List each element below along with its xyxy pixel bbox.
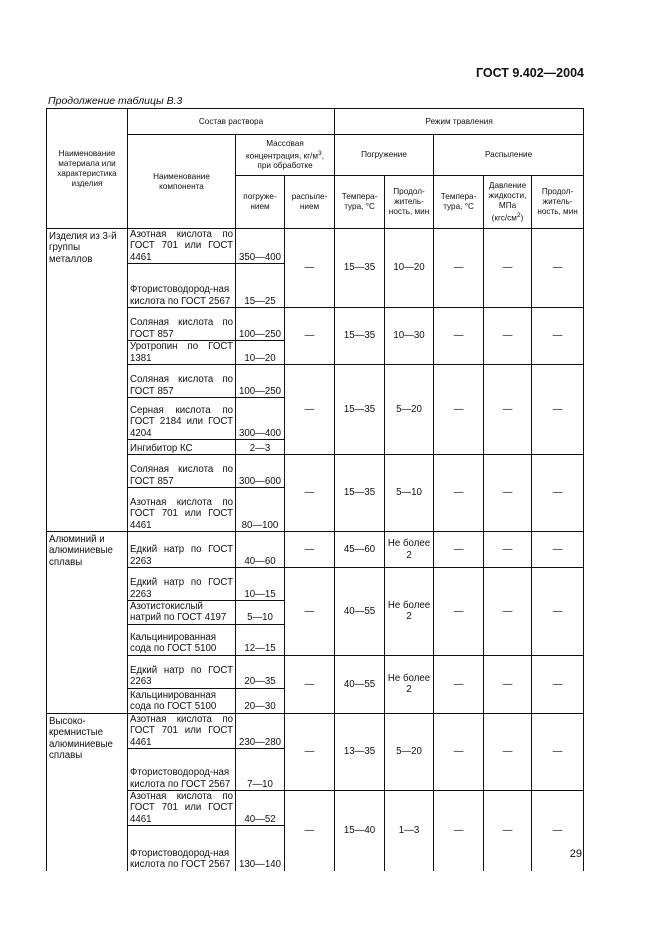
imm-dur-value: 10—20 <box>385 229 434 308</box>
component-name: Соляная кислота по ГОСТ 857 <box>128 308 236 341</box>
imm-temp-value: 40—55 <box>335 568 385 656</box>
spray-press-value: — <box>484 532 532 568</box>
spray-conc-value: — <box>285 532 335 568</box>
spray-conc-value: — <box>285 229 335 308</box>
component-name: Фтористоводород-ная кислота по ГОСТ 2567 <box>128 264 236 308</box>
table-row <box>47 308 584 341</box>
component-name: Едкий натр по ГОСТ 2263 <box>128 532 236 568</box>
imm-dur-value: 10—30 <box>385 308 434 365</box>
table-row <box>47 532 584 568</box>
conc-immersion-value: 230—280 <box>236 713 285 748</box>
spray-conc-value: — <box>285 713 335 790</box>
component-name: Серная кислота по ГОСТ 2184 или ГОСТ 4204 <box>128 398 236 440</box>
spray-conc-value: — <box>285 365 335 455</box>
table-row <box>47 365 584 398</box>
spray-press-value: — <box>484 308 532 365</box>
table-row <box>47 229 584 264</box>
spray-press-value: — <box>484 568 532 656</box>
component-name: Соляная кислота по ГОСТ 857 <box>128 455 236 488</box>
imm-dur-value: 5—10 <box>385 455 434 532</box>
imm-temp-value: 15—40 <box>335 791 385 871</box>
table-row <box>47 455 584 488</box>
spray-temp-value: — <box>434 455 484 532</box>
spray-dur-value: — <box>532 229 584 308</box>
conc-immersion-value: 2—3 <box>236 440 285 455</box>
spray-dur-value: — <box>532 791 584 871</box>
spray-press-value: — <box>484 791 532 871</box>
table-row <box>47 655 584 688</box>
imm-dur-value: Не более 2 <box>385 532 434 568</box>
table-row <box>47 713 584 748</box>
component-name: Соляная кислота по ГОСТ 857 <box>128 365 236 398</box>
table-body <box>47 229 584 871</box>
header-mass-conc: Массовая концентрация, $кг/м^3$, при обработке <box>236 135 335 176</box>
conc-immersion-value: 20—30 <box>236 688 285 713</box>
imm-dur-value: Не более 2 <box>385 655 434 713</box>
conc-immersion-value: 10—15 <box>236 568 285 601</box>
conc-immersion-value: 40—60 <box>236 532 285 568</box>
imm-dur-value: Не более 2 <box>385 568 434 656</box>
component-name: Азотная кислота по ГОСТ 701 или ГОСТ 4461 <box>128 713 236 748</box>
spray-dur-value: — <box>532 713 584 790</box>
header-spray: Распыление <box>434 135 584 176</box>
component-name: Кальцинированная сода по ГОСТ 5100 <box>128 688 236 713</box>
conc-immersion-value: 100—250 <box>236 365 285 398</box>
etching-table <box>46 108 584 871</box>
header-spray-temp: Темпера- тура, °С <box>434 176 484 229</box>
category-name: Изделия из 3-й группы металлов <box>47 229 128 532</box>
spray-press-value: — <box>484 655 532 713</box>
conc-immersion-value: 7—10 <box>236 749 285 791</box>
spray-press-value: — <box>484 365 532 455</box>
table-caption: Продолжение таблицы В.3 <box>48 95 183 107</box>
spray-temp-value: — <box>434 365 484 455</box>
component-name: Кальцинированная сода по ГОСТ 5100 <box>128 624 236 655</box>
spray-temp-value: — <box>434 532 484 568</box>
table-row <box>47 568 584 601</box>
spray-dur-value: — <box>532 365 584 455</box>
conc-immersion-value: 15—25 <box>236 264 285 308</box>
page-number: 29 <box>569 848 582 860</box>
component-name: Фтористоводород-ная кислота по ГОСТ 2567 <box>128 826 236 871</box>
imm-dur-value: 5—20 <box>385 713 434 790</box>
component-name: Едкий натр по ГОСТ 2263 <box>128 568 236 601</box>
component-name: Уротропин по ГОСТ 1381 <box>128 341 236 365</box>
conc-immersion-value: 100—250 <box>236 308 285 341</box>
spray-press-value: — <box>484 229 532 308</box>
conc-immersion-value: 5—10 <box>236 601 285 625</box>
header-regime: Режим травления <box>335 109 584 135</box>
imm-temp-value: 15—35 <box>335 308 385 365</box>
header-spray-dur: Продол- житель- ность, мин <box>532 176 584 229</box>
header-imm-temp: Темпера- тура, °С <box>335 176 385 229</box>
imm-temp-value: 13—35 <box>335 713 385 790</box>
imm-dur-value: 5—20 <box>385 365 434 455</box>
spray-conc-value: — <box>285 308 335 365</box>
spray-dur-value: — <box>532 455 584 532</box>
component-name: Едкий натр по ГОСТ 2263 <box>128 655 236 688</box>
imm-temp-value: 45—60 <box>335 532 385 568</box>
table-header <box>47 109 584 229</box>
spray-press-value: — <box>484 713 532 790</box>
spray-conc-value: — <box>285 655 335 713</box>
header-conc-spray: распыле- нием <box>285 176 335 229</box>
header-spray-press: Давление жидкости, МПа $(кгс/см^2)$ <box>484 176 532 229</box>
header-solution: Состав раствора <box>128 109 335 135</box>
header-material: Наименование материала или характеристика изделия <box>47 109 128 229</box>
category-name: Высоко-кремнистые алюминиевые сплавы <box>47 713 128 870</box>
conc-immersion-value: 300—600 <box>236 455 285 488</box>
spray-temp-value: — <box>434 791 484 871</box>
standard-header: ГОСТ 9.402—2004 <box>475 66 584 80</box>
component-name: Фтористоводород-ная кислота по ГОСТ 2567 <box>128 749 236 791</box>
header-component: Наименование компонента <box>128 135 236 229</box>
table-row <box>47 791 584 826</box>
spray-dur-value: — <box>532 568 584 656</box>
spray-temp-value: — <box>434 229 484 308</box>
spray-conc-value: — <box>285 791 335 871</box>
imm-temp-value: 15—35 <box>335 229 385 308</box>
component-name: Азотная кислота по ГОСТ 701 или ГОСТ 4461 <box>128 229 236 264</box>
conc-immersion-value: 300—400 <box>236 398 285 440</box>
spray-dur-value: — <box>532 655 584 713</box>
component-name: Азотистокислый натрий по ГОСТ 4197 <box>128 601 236 625</box>
spray-temp-value: — <box>434 655 484 713</box>
spray-conc-value: — <box>285 455 335 532</box>
spray-dur-value: — <box>532 308 584 365</box>
imm-temp-value: 40—55 <box>335 655 385 713</box>
spray-temp-value: — <box>434 568 484 656</box>
conc-immersion-value: 80—100 <box>236 488 285 532</box>
conc-immersion-value: 40—52 <box>236 791 285 826</box>
spray-dur-value: — <box>532 532 584 568</box>
conc-immersion-value: 12—15 <box>236 624 285 655</box>
conc-immersion-value: 130—140 <box>236 826 285 871</box>
conc-immersion-value: 350—400 <box>236 229 285 264</box>
imm-temp-value: 15—35 <box>335 365 385 455</box>
imm-dur-value: 1—3 <box>385 791 434 871</box>
category-name: Алюминий и алюминиевые сплавы <box>47 532 128 714</box>
imm-temp-value: 15—35 <box>335 455 385 532</box>
conc-immersion-value: 20—35 <box>236 655 285 688</box>
component-name: Азотная кислота по ГОСТ 701 или ГОСТ 4461 <box>128 488 236 532</box>
spray-temp-value: — <box>434 308 484 365</box>
header-immersion: Погружение <box>335 135 434 176</box>
component-name: Азотная кислота по ГОСТ 701 или ГОСТ 4461 <box>128 791 236 826</box>
header-conc-imm: погруже- нием <box>236 176 285 229</box>
spray-temp-value: — <box>434 713 484 790</box>
header-imm-dur: Продол- житель- ность, мин <box>385 176 434 229</box>
spray-press-value: — <box>484 455 532 532</box>
spray-conc-value: — <box>285 568 335 656</box>
conc-immersion-value: 10—20 <box>236 341 285 365</box>
component-name: Ингибитор КС <box>128 440 236 455</box>
